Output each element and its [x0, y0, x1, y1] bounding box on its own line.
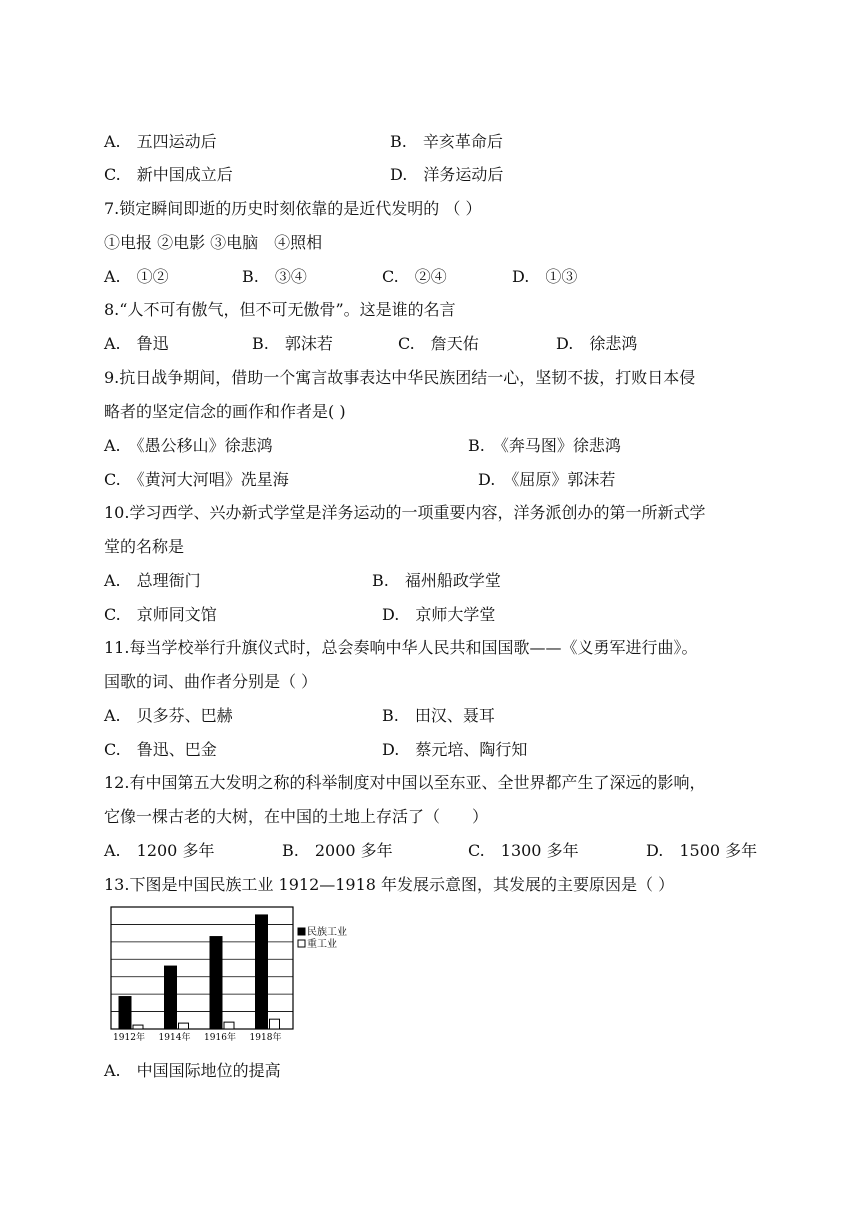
q9-stem-line1: 9.抗日战争期间，借助一个寓言故事表达中华民族团结一心，坚韧不拔，打败日本侵	[104, 368, 696, 387]
q7-option-d: D. ①③	[512, 267, 578, 286]
q9-stem-line2: 略者的坚定信念的画作和作者是( )	[104, 402, 346, 421]
bar-heavy-industry-3	[270, 1019, 280, 1029]
bar-national-industry-0	[119, 997, 131, 1029]
q12-stem-line2: 它像一棵古老的大树，在中国的土地上存活了（ ）	[104, 807, 489, 826]
q9-option-b: B. 《奔马图》徐悲鸿	[468, 436, 621, 455]
q9-option-c: C. 《黄河大河唱》冼星海	[104, 470, 289, 489]
q9-option-d: D. 《屈原》郭沫若	[478, 470, 616, 489]
x-tick-label: 1918年	[249, 1033, 282, 1043]
x-tick-label: 1914年	[158, 1033, 191, 1043]
q12-option-b: B. 2000 多年	[282, 841, 393, 860]
q6-option-b: B. 辛亥革命后	[390, 132, 503, 151]
q12-option-c: C. 1300 多年	[468, 841, 579, 860]
q11-stem-line2: 国歌的词、曲作者分别是（ ）	[104, 672, 318, 691]
chart-legend	[298, 925, 347, 950]
q11-option-d: D. 蔡元培、陶行知	[382, 740, 528, 759]
bar-national-industry-2	[210, 937, 222, 1029]
bar-national-industry-3	[256, 915, 268, 1029]
bar-heavy-industry-1	[179, 1023, 189, 1029]
q7-option-c: C. ②④	[382, 267, 447, 286]
q12-stem-line1: 12.有中国第五大发明之称的科举制度对中国以至东亚、全世界都产生了深远的影响，	[104, 773, 706, 792]
industry-bar-chart	[108, 904, 358, 1044]
legend-label: 民族工业	[307, 927, 347, 938]
q7-items: ①电报 ②电影 ③电脑 ④照相	[104, 233, 323, 252]
x-tick-label: 1912年	[113, 1033, 145, 1043]
q10-option-a: A. 总理衙门	[104, 571, 201, 590]
q10-option-d: D. 京师大学堂	[382, 605, 496, 624]
q11-option-a: A. 贝多芬、巴赫	[104, 706, 233, 725]
q6-option-d: D. 洋务运动后	[390, 165, 504, 184]
q10-stem-line2: 堂的名称是	[104, 537, 185, 556]
q7-stem: 7.锁定瞬间即逝的历史时刻依靠的是近代发明的 （ ）	[104, 199, 482, 218]
legend-swatch	[298, 940, 305, 947]
q8-stem: 8.“人不可有傲气，但不可无傲骨”。这是谁的名言	[104, 300, 456, 319]
q13-option-a: A. 中国国际地位的提高	[104, 1061, 281, 1080]
chart-x-ticks	[113, 1031, 281, 1043]
x-tick-label: 1916年	[204, 1033, 236, 1043]
q9-option-a: A. 《愚公移山》徐悲鸿	[104, 436, 273, 455]
q8-option-a: A. 鲁迅	[104, 334, 169, 353]
q10-option-b: B. 福州船政学堂	[372, 571, 501, 590]
bar-heavy-industry-0	[133, 1025, 143, 1029]
q11-option-b: B. 田汉、聂耳	[382, 706, 495, 725]
q13-stem: 13.下图是中国民族工业 1912—1918 年发展示意图，其发展的主要原因是（ ）	[104, 875, 675, 894]
q6-option-c: C. 新中国成立后	[104, 165, 233, 184]
q7-option-a: A. ①②	[104, 267, 169, 286]
q10-stem-line1: 10.学习西学、兴办新式学堂是洋务运动的一项重要内容，洋务派创办的第一所新式学	[104, 503, 706, 522]
q12-option-a: A. 1200 多年	[104, 841, 215, 860]
legend-label: 重工业	[307, 939, 337, 950]
q8-option-c: C. 詹天佑	[398, 334, 479, 353]
q11-stem-line1: 11.每当学校举行升旗仪式时，总会奏响中华人民共和国国歌——《义勇军进行曲》。	[104, 638, 698, 657]
bar-national-industry-1	[165, 966, 177, 1029]
q10-option-c: C. 京师同文馆	[104, 605, 217, 624]
q12-option-d: D. 1500 多年	[646, 841, 758, 860]
q11-option-c: C. 鲁迅、巴金	[104, 740, 217, 759]
q7-option-b: B. ③④	[242, 267, 307, 286]
q6-option-a: A. 五四运动后	[104, 132, 217, 151]
legend-swatch	[298, 928, 305, 935]
q8-option-d: D. 徐悲鸿	[556, 334, 638, 353]
bar-heavy-industry-2	[224, 1022, 234, 1029]
q8-option-b: B. 郭沫若	[252, 334, 333, 353]
